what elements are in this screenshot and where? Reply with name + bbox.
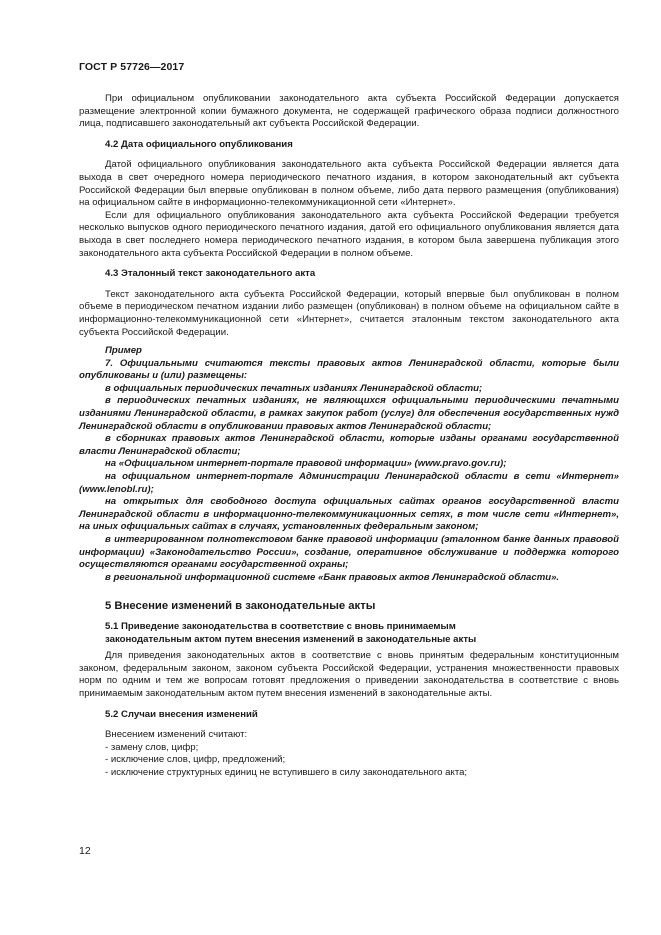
example-label: Пример xyxy=(105,345,142,357)
section-4-2-paragraph-1: Датой официального опубликования законодательного акта субъекта Российской Федерации является дата выхода в свет очередного номера периодического печатного издания, в котором законодательный акт субъекта Российской Федерации был впервые опубликован в полном объеме, либо дата первого размещения (опубликования) на официальном сайте в информационно-телекоммуникационной сети «Интернет». xyxy=(79,159,619,209)
section-4-2-title: 4.2 Дата официального опубликования xyxy=(105,138,293,150)
example-item: в сборниках правовых актов Ленинградской области, которые изданы органами государственной власти Ленинградской области; xyxy=(79,433,619,457)
section-5-title: 5 Внесение изменений в законодательные акты xyxy=(105,600,376,613)
example-item: на официальном интернет-портале Администрации Ленинградской области в сети «Интернет» (www.lenobl.ru); xyxy=(79,471,619,495)
section-5-1-title xyxy=(79,621,619,646)
example-item: на открытых для свободного доступа официальных сайтах органов государственной власти Ленинградской области в информационно-телекоммуникационных сетях, в том числе сети «Интернет», на иных официальных сайтах в случаях, установленных федеральным законом; xyxy=(79,496,619,533)
example-item: в региональной информационной системе «Банк правовых актов Ленинградской области». xyxy=(105,571,560,583)
section-4-3-title: 4.3 Эталонный текст законодательного акта xyxy=(105,268,316,280)
section-5-1-title-line-2: законодательным актом путем внесения изменений в законодательные акты xyxy=(105,633,477,645)
example-item: в периодических печатных изданиях, не являющихся официальными периодическими печатными изданиями Ленинградской области, в рамках закупок работ (услуг) для обеспечения государственных нужд Ленинградской области в опубликовании правовых актов Ленинградской области; xyxy=(79,395,619,432)
example-item: на «Официальном интернет-портале правовой информации» (www.pravo.gov.ru); xyxy=(105,458,507,470)
section-5-1-title-line-1: 5.1 Приведение законодательства в соответствие с вновь принимаемым xyxy=(105,620,456,632)
list-item: - исключение слов, цифр, предложений; xyxy=(105,754,286,766)
section-5-2-lead: Внесением изменений считают: xyxy=(105,729,248,741)
example-lead: 7. Официальными считаются тексты правовых актов Ленинградской области, которые были опубликованы и (или) размещены: xyxy=(79,357,619,382)
section-4-3-paragraph: Текст законодательного акта субъекта Российской Федерации, который впервые был опубликован в полном объеме в периодическом печатном издании либо размещен (опубликован) в полном объеме на официальном сайте в информационно-телекоммуникационной сети «Интернет», считается эталонным текстом законодательного акта субъекта Российской Федерации. xyxy=(79,288,619,338)
standard-header: ГОСТ Р 57726—2017 xyxy=(79,61,185,73)
page-content xyxy=(79,93,619,780)
section-5-1-paragraph: Для приведения законодательных актов в соответствие с вновь принятым федеральным конституционным законом, федеральным законом, законом субъекта Российской Федерации, устранения множественности правовых норм по одним и тем же вопросам готовят предложения о приведении законодательства в соответствие с вновь принимаемым законодательным актом путем внесения изменений в законодательные акты. xyxy=(79,650,619,699)
page-number: 12 xyxy=(79,845,91,857)
example-item: в официальных периодических печатных изданиях Ленинградской области; xyxy=(105,382,483,394)
example-item: в интегрированном полнотекстовом банке правовой информации (эталонном банке данных правовой информации) «Законодательство России», создание, оперативное обслуживание и поддержка которого осуществляются органами государственной охраны; xyxy=(79,534,619,571)
section-5-2-title: 5.2 Случаи внесения изменений xyxy=(105,708,258,720)
list-item: - замену слов, цифр; xyxy=(105,741,199,753)
list-item: - исключение структурных единиц не вступившего в силу законодательного акта; xyxy=(105,766,468,778)
intro-paragraph: При официальном опубликовании законодательного акта субъекта Российской Федерации допускается размещение электронной копии бумажного документа, не содержащей графического образа подписи должностного лица, подписавшего законодательный акт субъекта Российской Федерации. xyxy=(79,93,619,130)
section-4-2-paragraph-2: Если для официального опубликования законодательного акта субъекта Российской Федерации требуется несколько выпусков одного периодического печатного издания, датой его официального опубликования является дата выхода в свет последнего номера периодического печатного издания, в котором была завершена публикация этого законодательного акта субъекта Российской Федерации в полном объеме. xyxy=(79,209,619,259)
